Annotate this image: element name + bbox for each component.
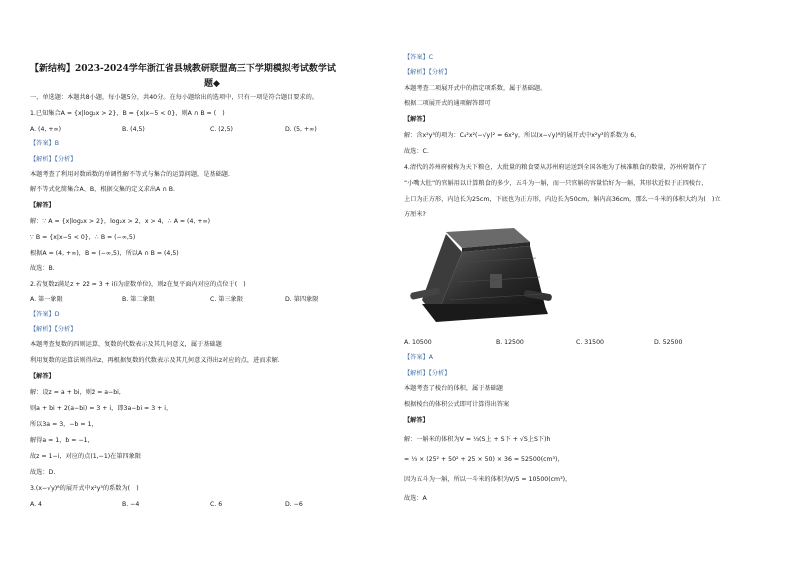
q3-option-c: C. 6 [210, 501, 223, 508]
q3-detail-tag: 【解答】 [404, 116, 429, 123]
q1-option-a: A. (4, +∞) [30, 126, 62, 133]
q3-option-a: A. 4 [30, 501, 42, 508]
q2-solution-6: 故选：D. [30, 469, 56, 476]
q1-answer: 【答案】B [30, 140, 59, 147]
q1-option-d: D. (5, +∞) [285, 126, 317, 133]
q2-answer: 【答案】D [30, 311, 60, 318]
q2-analysis-2: 利用复数的运算法则得出z，再根据复数的代数表示及其几何意义得出z对应的点，进而求解. [30, 357, 280, 364]
q1-solution-1: 解：∵ A = {x|log₂x > 2}，log₂x > 2，x > 4，∴ A = (4, +∞) [30, 218, 211, 225]
q4-option-a: A. 10500 [404, 339, 432, 346]
page-title: 【新结构】2023-2024学年浙江省县城教研联盟高三下学期模拟考试数学试 [30, 64, 336, 74]
q2-option-c: C. 第三象限 [210, 296, 244, 303]
q2-solution-3: 所以3a = 3，−b = 1， [30, 421, 98, 428]
q3-analysis-1: 本题考查二项展开式中的指定项系数，属于基础题。 [404, 85, 547, 92]
q3-solution-1: 解：含x²y³的项为：C₄²x²(−√y)² = 6x²y，所以(x−√y)⁸的展开式中x²y³的系数为 6， [404, 132, 641, 139]
q2-option-a: A. 第一象限 [30, 296, 63, 303]
q2-option-b: B. 第二象限 [122, 296, 155, 303]
q2-solution-4: 解得a = 1，b = −1， [30, 437, 94, 444]
q2-solution-2: 则a + bi + 2(a−bi) = 3 + i，即3a−bi = 3 + i， [30, 405, 173, 412]
page-title-cont: 题◆ [204, 79, 220, 89]
q4-solution-2: = ⅓ × (25² + 50² + 25 × 50) × 36 = 52500(cm³)， [404, 456, 564, 463]
section-heading: 一、单选题：本题共8小题，每小题5分，共40分。在每小题给出的选项中，只有一项是符合题目要求的。 [30, 94, 318, 101]
q4-option-c: C. 31500 [576, 339, 604, 346]
q4-stem-1: 4.清代的苏州府被称为天下粮仓，大批量的粮食要从苏州府运送到全国各地为了核准粮食的数量，苏州府制作了 [404, 164, 707, 171]
q4-stem-2: “小嘴大肚”的官斛用以计算粮食的多少，五斗为一斛，而一只官斛的容量恰好为一斛，其形状近似于正四棱台， [404, 180, 708, 187]
q1-detail-tag: 【解答】 [30, 202, 55, 209]
q2-solution-5: 故z = 1−i，对应的点(1,−1)在第四象限 [30, 453, 142, 460]
q4-stem-3: 上口为正方形，内边长为25cm，下底也为正方形，内边长为50cm，斛内高36cm，那么一斗米的体积大约为( )立 [404, 196, 721, 203]
q4-analysis-tag: 【解析】【分析】 [404, 370, 451, 377]
official-grain-measure-image [406, 222, 556, 332]
q4-answer: 【答案】A [404, 354, 433, 361]
q3-solution-2: 故选：C. [404, 148, 429, 155]
q2-option-d: D. 第四象限 [285, 296, 319, 303]
q3-analysis-tag: 【解析】【分析】 [404, 69, 451, 76]
q1-stem: 1.已知集合A = {x|log₂x > 2}，B = {x|x−5 < 0}，则A ∩ B = ( ) [30, 110, 225, 117]
q3-analysis-2: 根据二项展开式的通项解答即可 [404, 100, 491, 107]
q1-analysis-tag: 【解析】【分析】 [30, 156, 77, 163]
q2-detail-tag: 【解答】 [30, 373, 55, 380]
q2-stem: 2.若复数z满足z + 2z̄ = 3 + i(i为虚数单位)，则z在复平面内对应的点位于( ) [30, 281, 246, 288]
q3-answer: 【答案】C [404, 54, 434, 61]
q1-solution-2: ∵ B = {x|x−5 < 0}，∴ B = (−∞,5) [30, 234, 136, 241]
q4-option-b: B. 12500 [496, 339, 524, 346]
q4-option-d: D. 52500 [654, 339, 683, 346]
q1-analysis-2: 解不等式化简集合A、B，根据交集的定义求出A ∩ B. [30, 186, 175, 193]
q1-solution-4: 故选：B. [30, 265, 55, 272]
q1-solution-3: 根据A = (4, +∞)，B = (−∞,5)，所以A ∩ B = (4,5) [30, 250, 179, 257]
q4-solution-1: 解：一斛米的体积为V = ⅓(S上 + S下 + √S上S下)h [404, 436, 551, 443]
q1-option-b: B. (4,5) [122, 126, 145, 133]
q4-analysis-2: 根据棱台的体积公式即可计算得出答案 [404, 401, 510, 408]
q3-stem: 3.(x−√y)⁸的展开式中x²y³的系数为( ) [30, 485, 139, 492]
q2-solution-1: 解：设z = a + bi，则z̄ = a−bi, [30, 389, 121, 396]
q4-stem-4: 方厘米? [404, 211, 426, 218]
q2-analysis-1: 本题考查复数的四则运算，复数的代数表示及其几何意义，属于基础题 [30, 341, 222, 348]
q3-option-b: B. −4 [122, 501, 140, 508]
q4-solution-4: 故选：A [404, 495, 427, 502]
q2-analysis-tag: 【解析】【分析】 [30, 326, 77, 333]
q3-option-d: D. −6 [285, 501, 303, 508]
q1-option-c: C. (2,5) [210, 126, 233, 133]
q4-analysis-1: 本题考查了棱台的体积，属于基础题 [404, 385, 503, 392]
q1-analysis-1: 本题考查了利用对数函数的单调性解不等式与集合的运算问题，是基础题. [30, 171, 230, 178]
q4-detail-tag: 【解答】 [404, 417, 429, 424]
q4-solution-3: 因为五斗为一斛，所以一斗米的体积为V/5 = 10500(cm³)， [404, 476, 572, 483]
